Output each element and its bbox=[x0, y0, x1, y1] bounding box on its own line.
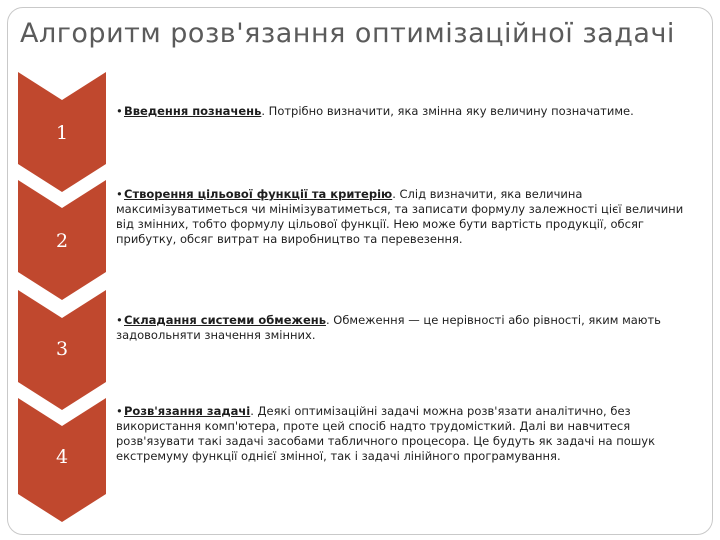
step-2-number: 2 bbox=[55, 230, 69, 252]
step-1-text bbox=[116, 104, 700, 119]
step-1-heading: Введення позначень bbox=[124, 104, 262, 118]
step-2-body: . Слід визначити, яка величина максимізуватиметься чи мінімізуватиметься, та записати формулу залежності цієї величини від змінних, тобто формулу цільової функції. Нею може бути вартість продукції, обсяг прибутку, обсяг витрат на виробництво та перевезення. bbox=[116, 187, 684, 246]
step-3-text bbox=[116, 313, 700, 343]
step-3-body: . Обмеження — це нерівності або рівності, яким мають задовольняти значення змінних. bbox=[116, 313, 661, 342]
step-4-number: 4 bbox=[55, 446, 69, 468]
bullet-icon: • bbox=[116, 187, 123, 201]
bullet-icon: • bbox=[116, 104, 123, 118]
step-3-number: 3 bbox=[55, 338, 69, 360]
step-1-body: . Потрібно визначити, яка змінна яку величину позначатиме. bbox=[261, 104, 634, 118]
step-2-text bbox=[116, 187, 700, 247]
bullet-icon: • bbox=[116, 313, 123, 327]
step-4-body: . Деякі оптимізаційні задачі можна розв'язати аналітично, без використання комп'ютера, проте цей спосіб надто трудомісткий. Далі ви навчитеся розв'язувати такі задачі засобами табличного процесора. Це будуть як задачі на пошук екстремуму функції однієї змінної, так і задачі лінійного програмування. bbox=[116, 404, 656, 463]
slide-title: Алгоритм розв'язання оптимізаційної задачі bbox=[20, 18, 675, 49]
step-2-heading: Створення цільової функції та критерію bbox=[124, 187, 393, 201]
step-1-number: 1 bbox=[55, 122, 69, 144]
bullet-icon: • bbox=[116, 404, 123, 418]
step-4-text bbox=[116, 404, 700, 464]
step-3-heading: Складання системи обмежень bbox=[124, 313, 326, 327]
step-4-heading: Розв'язання задачі bbox=[124, 404, 251, 418]
